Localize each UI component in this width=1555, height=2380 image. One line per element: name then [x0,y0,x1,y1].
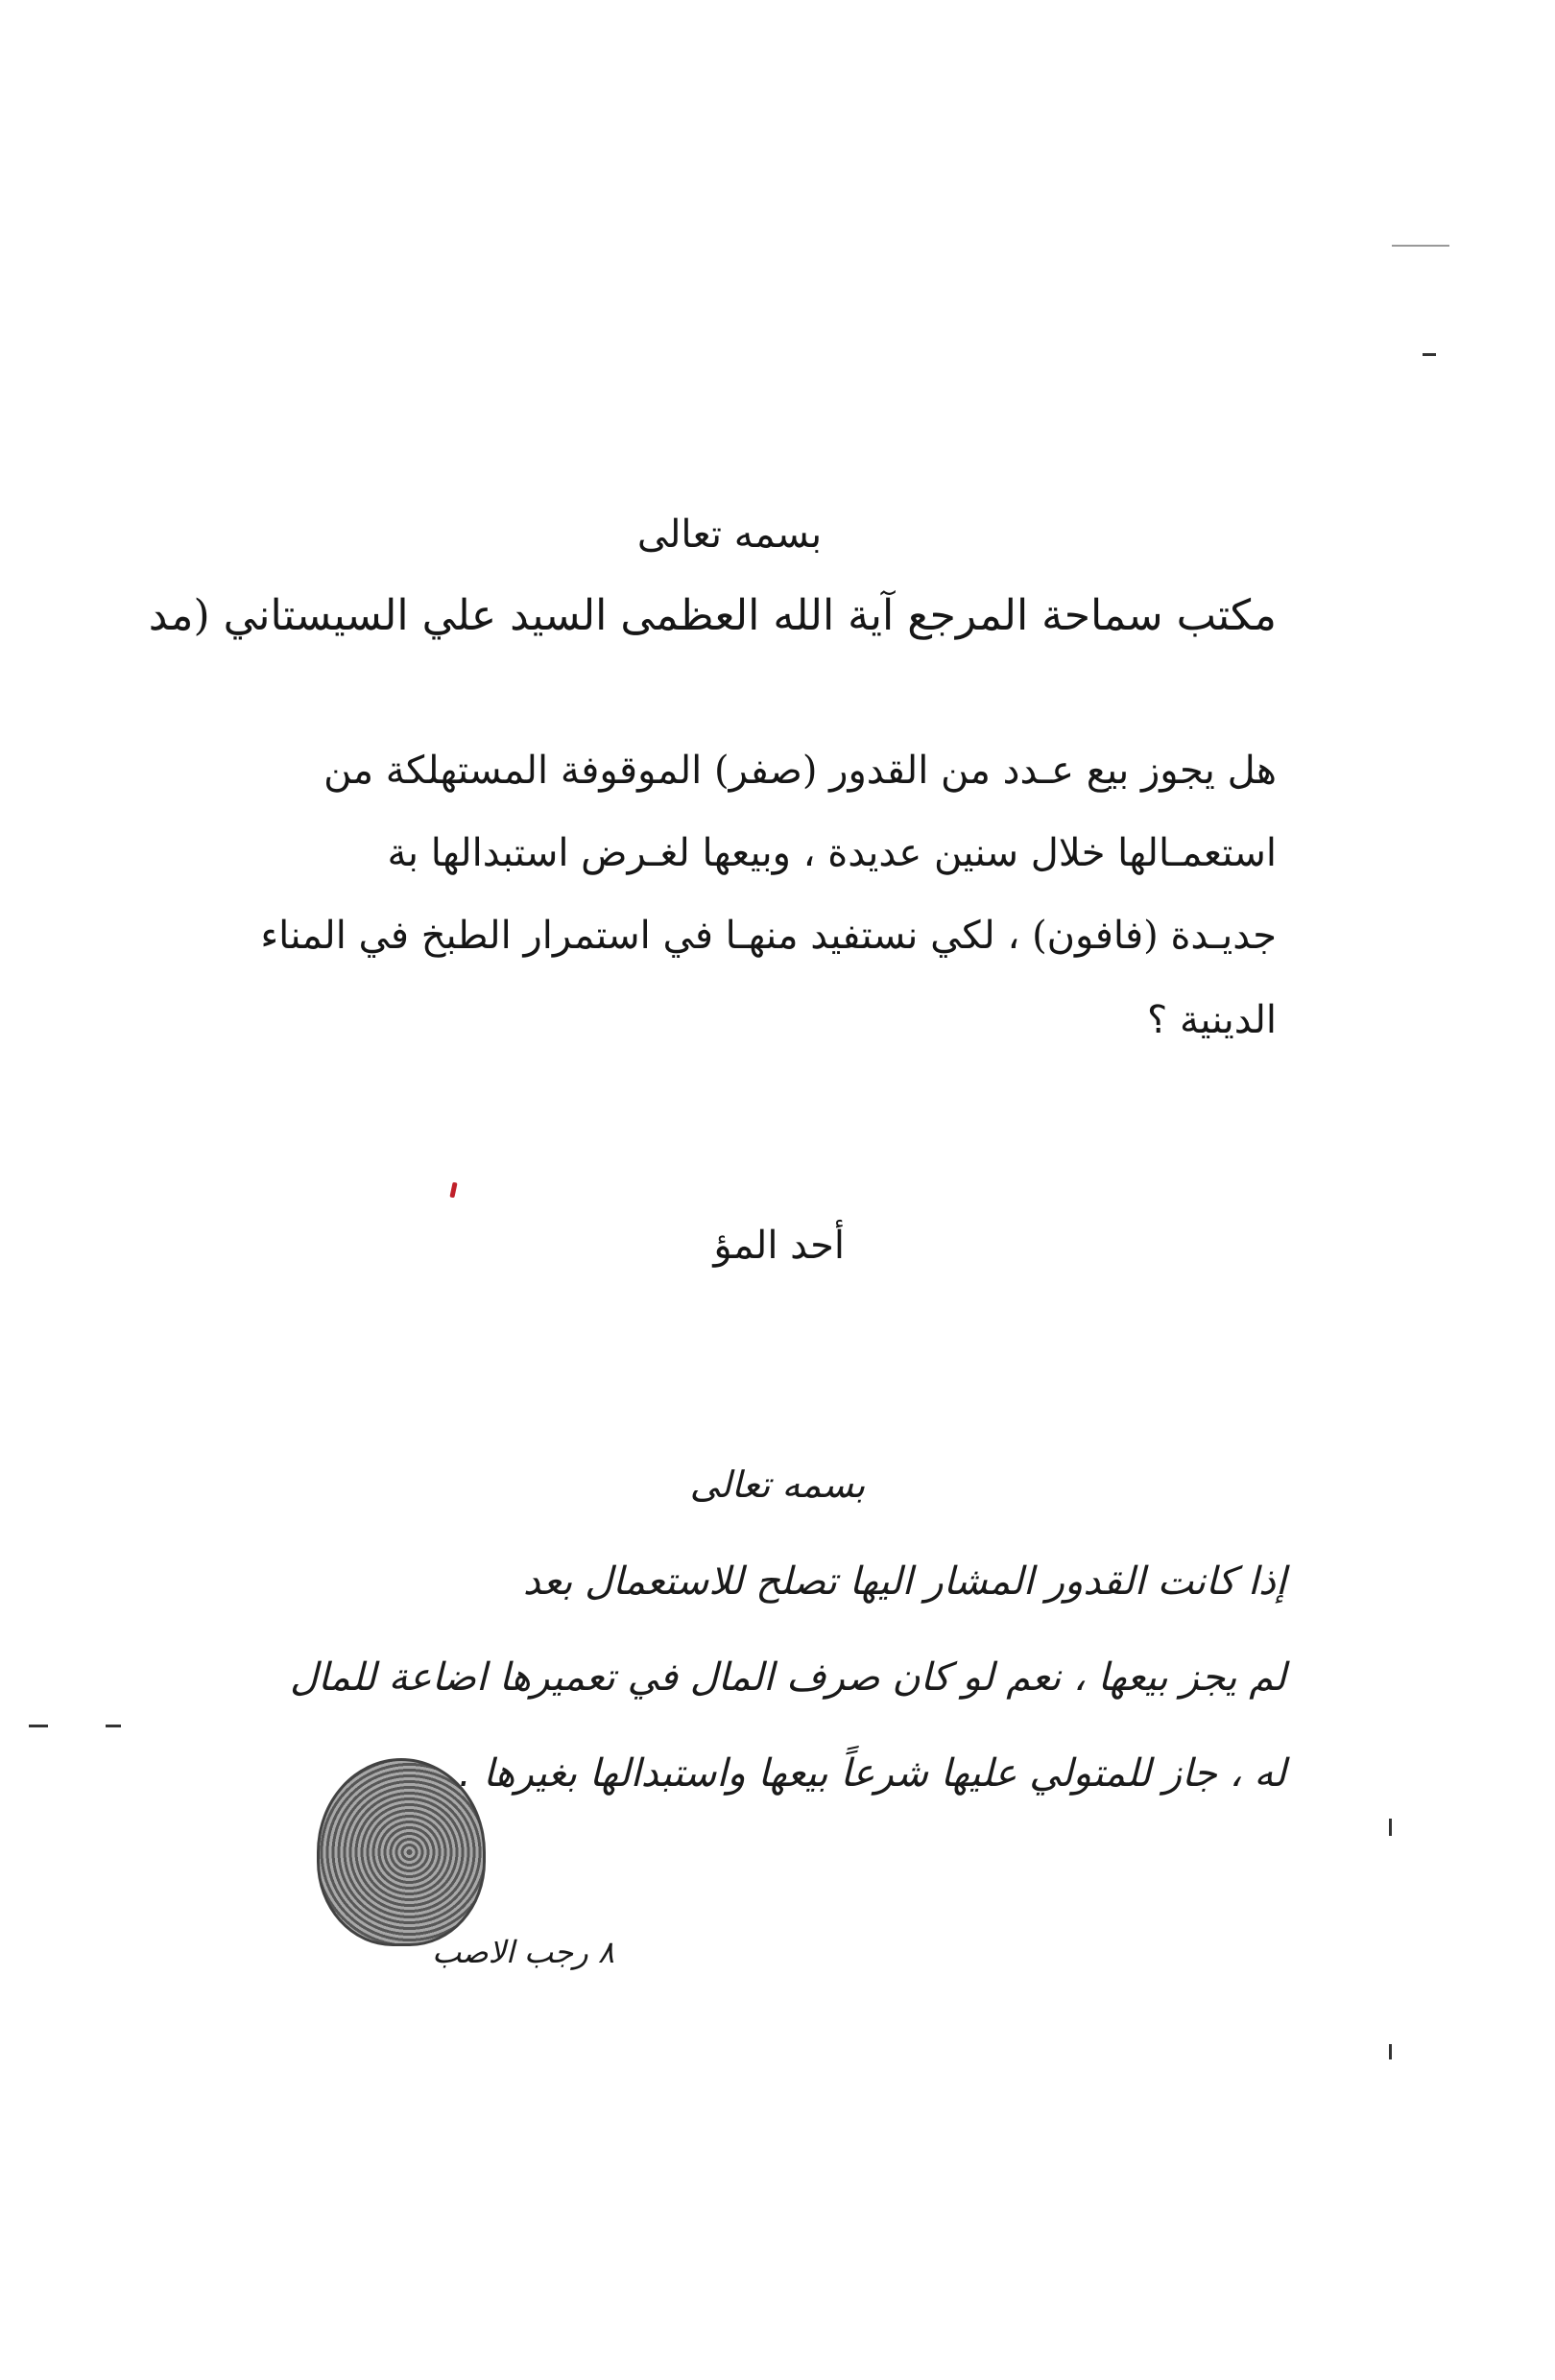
question-line-1: هل يجوز بيع عـدد من القدور (صفر) الموقوفة المستهلكة من [323,749,1277,793]
basmala-heading: بسمه تعالى [636,512,823,557]
answer-basmala: بسمه تعالى [689,1464,866,1506]
answer-date: ٨ رجب الاصب [432,1934,614,1970]
scan-mark [106,1725,121,1727]
scan-mark [1389,2044,1392,2059]
scan-mark [29,1725,48,1727]
question-line-3: جديـدة (فافون) ، لكي نستفيد منهـا في استمرار الطبخ في المناء [260,914,1277,958]
answer-line-2: لم يجز بيعها ، نعم لو كان صرف المال في تعميرها اضاعة للمال [290,1655,1286,1700]
scan-mark [1423,353,1436,356]
scan-mark [1389,1819,1392,1836]
question-line-4: الدينية ؟ [1147,998,1277,1042]
asker-signature: أحد المؤ [713,1224,845,1268]
scan-mark [1392,245,1449,247]
question-line-2: استعمـالها خلال سنين عديدة ، وبيعها لغـرض استبدالها بة [387,831,1277,875]
office-seal-stamp [317,1758,486,1946]
answer-line-3: له ، جاز للمتولي عليها شرعاً بيعها واستبدالها بغيرها . [458,1751,1286,1796]
office-heading: مكتب سماحة المرجع آية الله العظمى السيد علي السيستاني (مد [148,591,1277,640]
answer-line-1: إذا كانت القدور المشار اليها تصلح للاستعمال بعد [522,1559,1286,1604]
red-ink-mark [449,1182,457,1199]
